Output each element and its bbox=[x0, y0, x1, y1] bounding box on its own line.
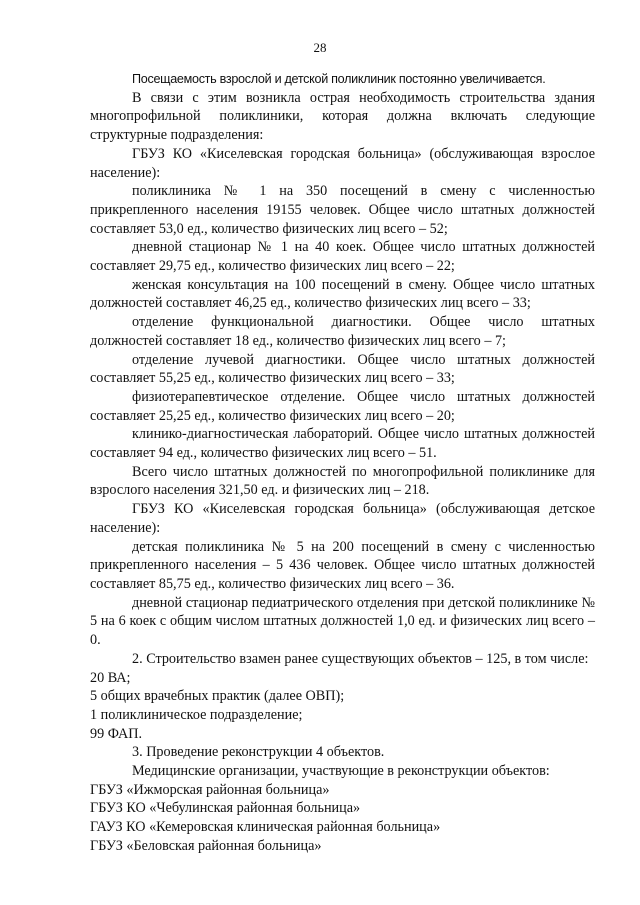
paragraph: клинико-диагностическая лабораторий. Общее число штатных должностей составляет 94 ед., количество физических лиц всего – 51. bbox=[90, 426, 595, 462]
page-number: 28 bbox=[313, 40, 327, 55]
paragraph: отделение функциональной диагностики. Общее число штатных должностей составляет 18 ед., количество физических лиц всего – 7; bbox=[90, 314, 595, 349]
document-body bbox=[90, 70, 595, 856]
list-item: 1 поликлиническое подразделение; bbox=[90, 706, 303, 723]
list-item: ГБУЗ КО «Чебулинская районная больница» bbox=[90, 800, 361, 817]
list-item: 5 общих врачебных практик (далее ОВП); bbox=[90, 688, 345, 705]
paragraph: дневной стационар № 1 на 40 коек. Общее число штатных должностей составляет 29,75 ед., количество физических лиц всего – 22; bbox=[90, 239, 595, 275]
list-item: 20 ВА; bbox=[90, 669, 131, 686]
paragraph: отделение лучевой диагностики. Общее число штатных должностей составляет 55,25 ед., количество физических лиц всего – 33; bbox=[90, 351, 595, 387]
list-item: ГАУЗ КО «Кемеровская клиническая районная больница» bbox=[90, 819, 441, 836]
paragraph: поликлиника № 1 на 350 посещений в смену с численностью прикрепленного населения 19155 человек. Общее число штатных должностей составляет 53,0 ед., количество физических лиц всего – 52; bbox=[90, 183, 595, 237]
paragraph: 2. Строительство взамен ранее существующих объектов – 125, в том числе: bbox=[132, 650, 589, 667]
paragraph: Всего число штатных должностей по многопрофильной поликлинике для взрослого населения 321,50 ед. и физических лиц – 218. bbox=[90, 463, 595, 499]
paragraph: В связи с этим возникла острая необходимость строительства здания многопрофильной поликлиники, которая должна включать следующие структурные подразделения: bbox=[90, 89, 595, 144]
paragraph: детская поликлиника № 5 на 200 посещений в смену с численностью прикрепленного населения – 5 436 человек. Общее число штатных должностей составляет 85,75 ед., количество физических лиц всего – 36. bbox=[90, 538, 595, 592]
paragraph: Посещаемость взрослой и детской поликлиник постоянно увеличивается. bbox=[132, 72, 546, 86]
paragraph: Медицинские организации, участвующие в реконструкции объектов: bbox=[132, 763, 550, 780]
list-item: ГБУЗ «Беловская районная больница» bbox=[90, 837, 322, 854]
paragraph: женская консультация на 100 посещений в смену. Общее число штатных должностей составляет 46,25 ед., количество физических лиц всего – 33; bbox=[90, 276, 595, 312]
paragraph: ГБУЗ КО «Киселевская городская больница» (обслуживающая взрослое население): bbox=[90, 145, 595, 181]
paragraph: дневной стационар педиатрического отделения при детской поликлинике № 5 на 6 коек с общим числом штатных должностей 1,0 ед. и физических лиц всего – 0. bbox=[90, 594, 595, 649]
paragraph: ГБУЗ КО «Киселевская городская больница» (обслуживающая детское население): bbox=[90, 501, 595, 536]
list-item: ГБУЗ «Ижморская районная больница» bbox=[90, 781, 330, 798]
paragraph: физиотерапевтическое отделение. Общее число штатных должностей составляет 25,25 ед., количество физических лиц всего – 20; bbox=[90, 388, 595, 424]
paragraph: 3. Проведение реконструкции 4 объектов. bbox=[132, 744, 385, 761]
list-item: 99 ФАП. bbox=[90, 725, 143, 742]
